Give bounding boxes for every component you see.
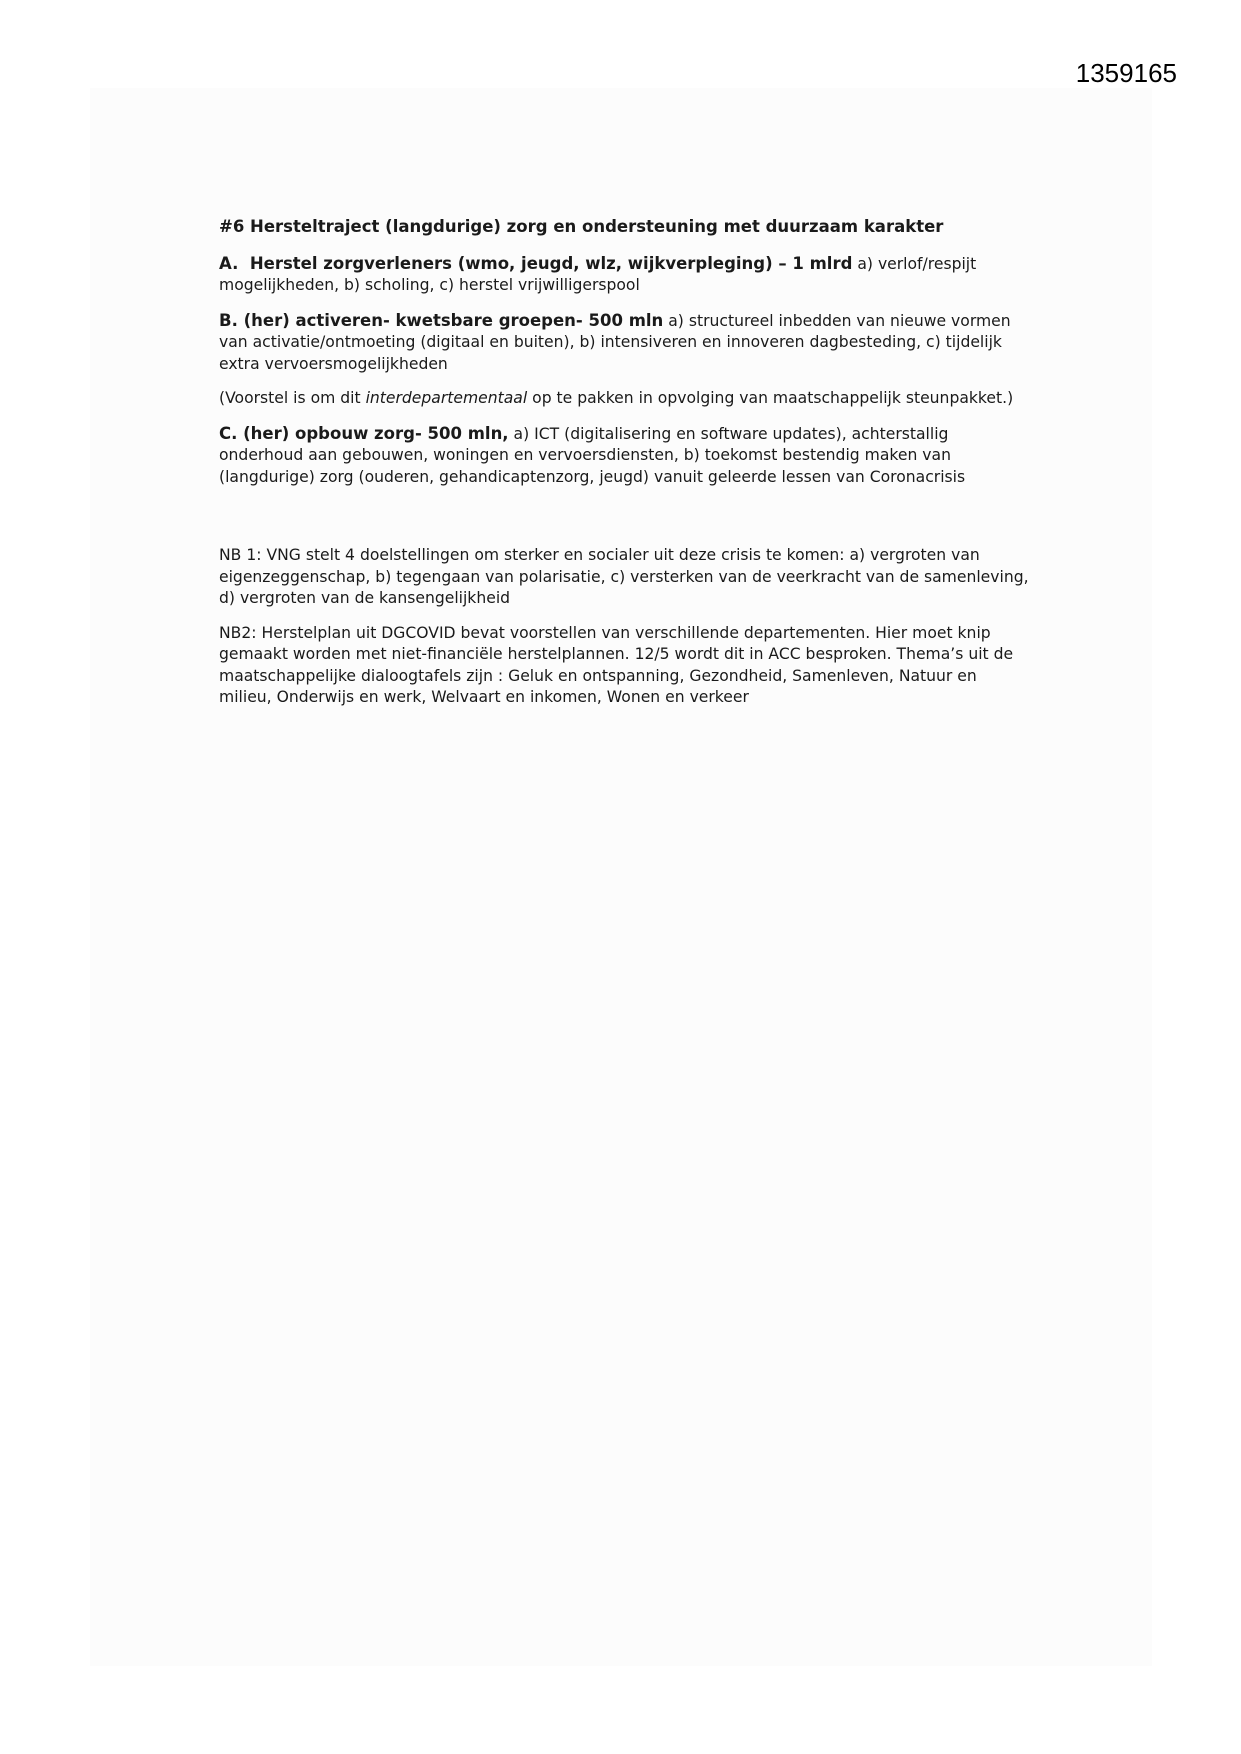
section-c <box>219 423 1031 489</box>
section-c-title: C. (her) opbouw zorg- 500 mln, <box>219 423 509 443</box>
section-c-body: a) ICT (digitalisering en software updates), achterstallig onderhoud aan gebouwen, woningen en vervoersdiensten, b) toekomst bestendig maken van (langdurige) zorg (ouderen, gehandicaptenzorg, jeugd) vanuit geleerde lessen van Coronacrisis <box>219 424 966 486</box>
section-a <box>219 253 1031 297</box>
voorstel-text-before: (Voorstel is om dit <box>219 389 366 407</box>
spacer <box>219 501 1031 545</box>
voorstel-paragraph <box>219 388 1031 410</box>
document-heading: #6 Hersteltraject (langdurige) zorg en ondersteuning met duurzaam karakter <box>219 217 944 236</box>
document-number: 1359165 <box>1075 58 1177 88</box>
note-nb2: NB2: Herstelplan uit DGCOVID bevat voorstellen van verschillende departementen. Hier moet knip gemaakt worden met niet-financiële herstelplannen. 12/5 wordt dit in ACC besproken. Thema’s uit de maatschappelijke dialoogtafels zijn : Geluk en ontspanning, Gezondheid, Samenleven, Natuur en milieu, Onderwijs en werk, Welvaart en inkomen, Wonen en verkeer <box>219 623 1014 706</box>
section-b-body: a) structureel inbedden van nieuwe vormen van activatie/ontmoeting (digitaal en buiten), b) intensiveren en innoveren dagbesteding, c) tijdelijk extra vervoersmogelijkheden <box>219 311 1011 373</box>
section-b <box>219 310 1031 376</box>
section-a-title: A. Herstel zorgverleners (wmo, jeugd, wlz, wijkverpleging) – 1 mlrd <box>219 253 853 273</box>
voorstel-text-italic: interdepartementaal <box>365 389 528 407</box>
document-body <box>219 216 1031 722</box>
note-nb1: NB 1: VNG stelt 4 doelstellingen om sterker en socialer uit deze crisis te komen: a) vergroten van eigenzeggenschap, b) tegengaan van polarisatie, c) versterken van de veerkracht van de samenleving, d) vergroten van de kansengelijkheid <box>219 546 1029 607</box>
section-b-title: B. (her) activeren- kwetsbare groepen- 500 mln <box>219 310 664 330</box>
section-a-body: a) verlof/respijt mogelijkheden, b) scholing, c) herstel vrijwilligerspool <box>219 254 977 294</box>
voorstel-text-after: op te pakken in opvolging van maatschappelijk steunpakket.) <box>527 389 1014 407</box>
